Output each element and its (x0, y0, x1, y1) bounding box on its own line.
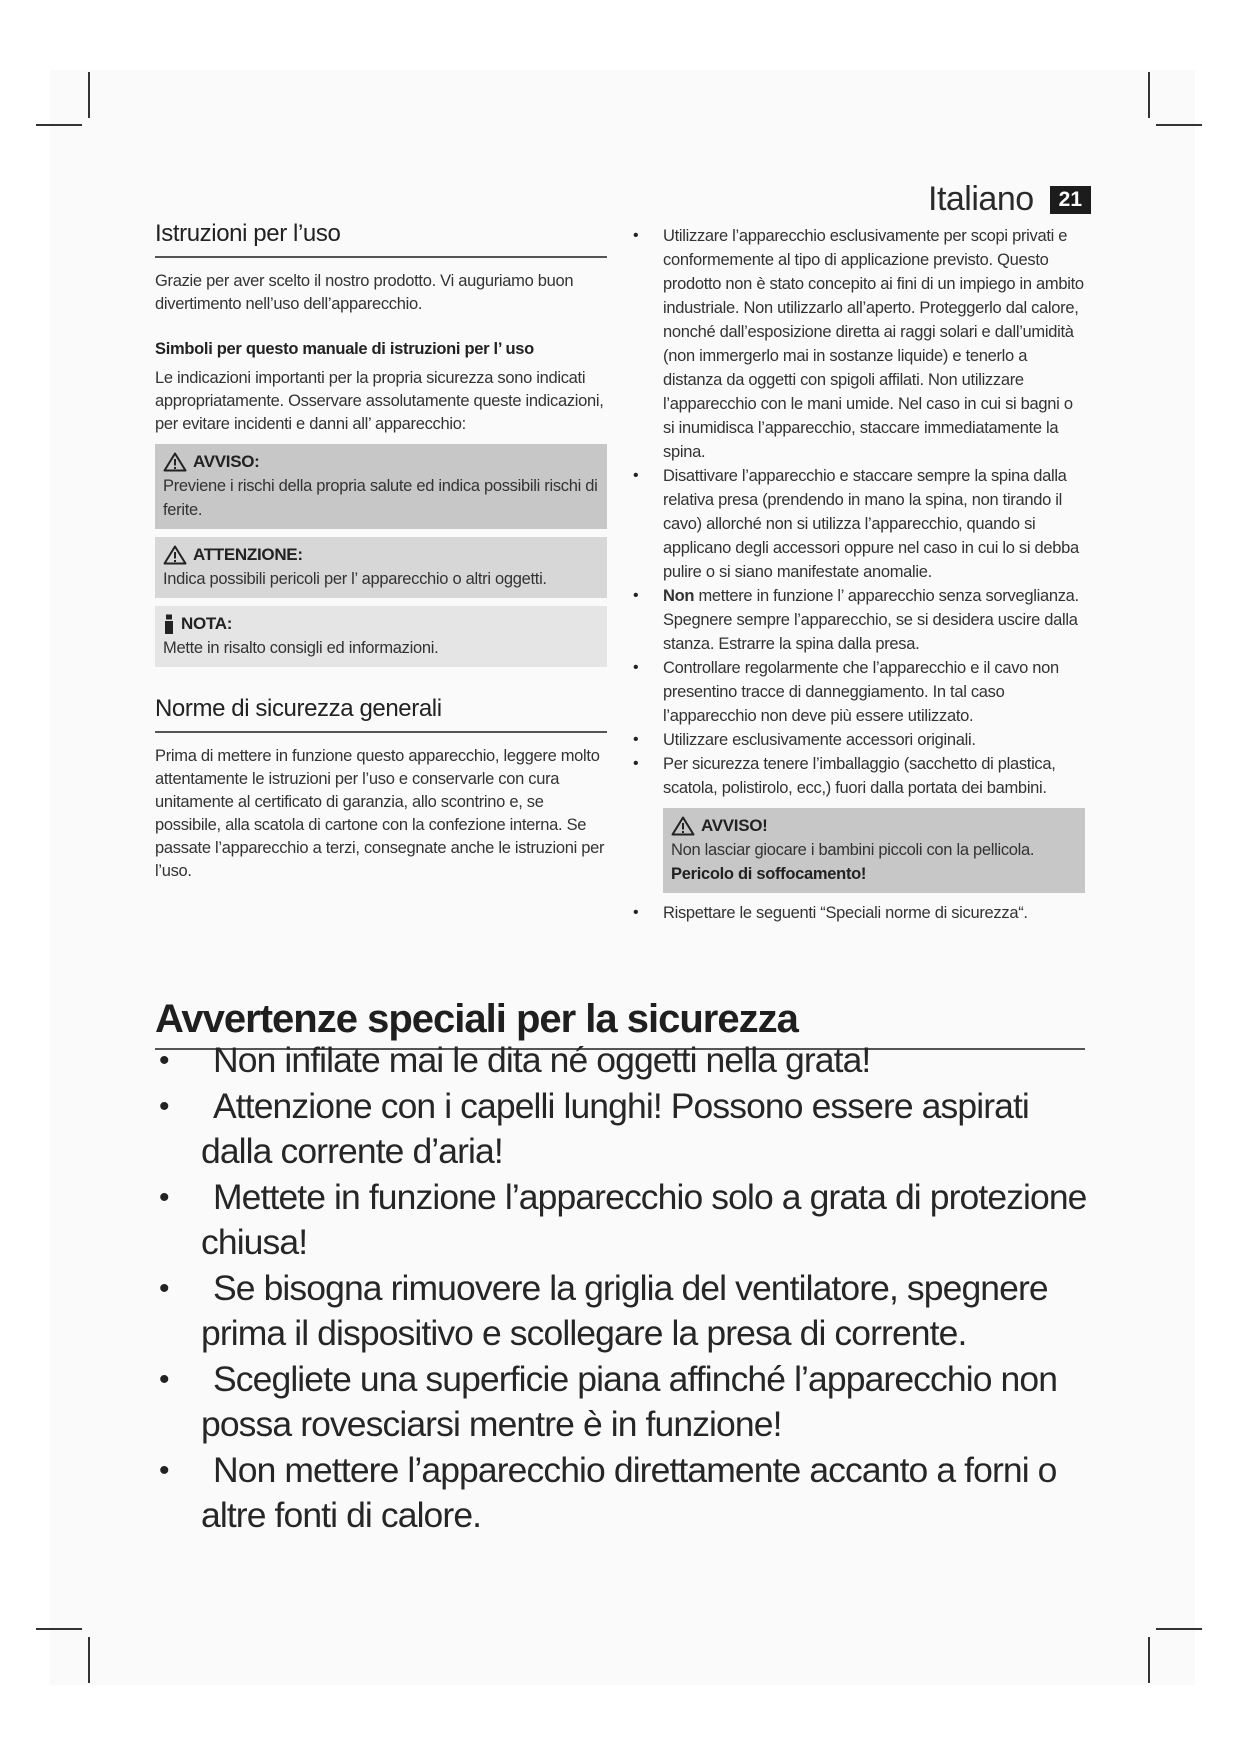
list-item-text: Non infilate mai le dita né oggetti nella grata! (213, 1040, 871, 1080)
avviso-box (155, 444, 607, 529)
special-warnings-list (155, 1038, 1095, 1539)
bullet-icon: • (159, 1089, 169, 1123)
list-item (155, 1038, 1095, 1084)
nota-box (155, 606, 607, 667)
bullet-icon: • (633, 467, 639, 484)
list-item (155, 1357, 1095, 1448)
bullet-icon: • (633, 731, 639, 748)
attenzione-text: Indica possibili pericoli per l’ apparecchio o altri oggetti. (163, 570, 547, 588)
bullet-icon: • (633, 587, 639, 604)
list-item-text: Mettete in funzione l’apparecchio solo a grata di protezione chiusa! (201, 1176, 1087, 1262)
list-item (630, 752, 1085, 800)
safety-bullet-list (630, 224, 1085, 800)
intro-text: Grazie per aver scelto il nostro prodotto. Vi auguriamo buon divertimento nell’uso dell’apparecchio. (155, 272, 574, 313)
symbols-title: Simboli per questo manuale di istruzioni per l’ uso (155, 340, 534, 358)
general-safety-text: Prima di mettere in funzione questo apparecchio, leggere molto attentamente le istruzioni per l’uso e conservarle con cura unitamente al certificato di garanzia, allo scontrino e, se possibile, alla scatola di cartone con la confezione interna. Se passate l’apparecchio a terzi, consegnate anche le istruzioni per l’uso. (155, 747, 605, 880)
list-item-text: Per sicurezza tenere l’imballaggio (sacchetto di plastica, scatola, polistirolo, ecc,) fuori dalla portata dei bambini. (663, 755, 1056, 797)
list-item (630, 901, 1085, 925)
info-icon (163, 614, 175, 635)
special-warnings-title: Avvertenze speciali per la sicurezza (155, 997, 1085, 1050)
attenzione-label: ATTENZIONE: (193, 545, 303, 564)
warning-triangle-icon (163, 545, 187, 565)
bullet-icon: • (159, 1362, 169, 1396)
list-item (630, 728, 1085, 752)
list-item-text: Se bisogna rimuovere la griglia del ventilatore, spegnere prima il dispositivo e scollegare la presa di corrente. (201, 1267, 1048, 1353)
symbols-text: Le indicazioni importanti per la propria sicurezza sono indicati appropriatamente. Osservare assolutamente queste indicazioni, per evitare incidenti e danni all’ apparecchio: (155, 369, 604, 433)
warning-triangle-icon (671, 816, 695, 836)
avviso-label: AVVISO! (701, 816, 768, 835)
list-item-text: mettere in funzione l’ apparecchio senza sorveglianza. Spegnere sempre l’apparecchio, se si desidera uscire dalla stanza. Estrarre la spina dalla presa. (663, 587, 1079, 653)
bullet-icon: • (633, 659, 639, 676)
crop-mark (88, 1637, 90, 1683)
avviso-box-right (663, 808, 1085, 893)
right-column (630, 224, 1085, 925)
list-item-text: Utilizzare l’apparecchio esclusivamente per scopi privati e conformemente al tipo di applicazione previsto. Questo prodotto non è stato concepito ai fini di un impiego in ambito industriale. Non utilizzarlo all’aperto. Proteggerlo dal calore, nonché dall’esposizione diretta ai raggi solari e dall’umidità (non immergerlo mai in sostanze liquide) e tenerlo a distanza da oggetti con spigoli affilati. Non utilizzare l’apparecchio con le mani umide. Nel caso in cui si bagni o si inumidisca l’apparecchio, staccare immediatamente la spina. (663, 227, 1084, 461)
list-item (155, 1175, 1095, 1266)
list-item (630, 656, 1085, 728)
bullet-icon: • (159, 1044, 169, 1077)
list-item (155, 1266, 1095, 1357)
left-column (155, 220, 607, 883)
list-item-text: Disattivare l’apparecchio e staccare sempre la spina dalla relativa presa (prendendo in mano la spina, non tirando il cavo) allorché non si utilizza l’apparecchio, quando si applicano degli accessori oppure nel caso in cui lo si debba pulire o si siano manifestate anomalie. (663, 467, 1079, 581)
crop-mark (88, 72, 90, 118)
avviso-heading (671, 814, 1077, 838)
crop-mark (1148, 72, 1150, 118)
avviso-heading (163, 450, 599, 474)
crop-mark (36, 124, 82, 126)
list-item-bold: Non (663, 587, 695, 605)
bullet-icon: • (159, 1271, 169, 1305)
list-item-text: Scegliete una superficie piana affinché l’apparecchio non possa rovesciarsi mentre è in funzione! (201, 1358, 1058, 1444)
section-title-istruzioni: Istruzioni per l’uso (155, 220, 607, 258)
section-title-norme: Norme di sicurezza generali (155, 695, 607, 733)
list-item-text: Attenzione con i capelli lunghi! Possono essere aspirati dalla corrente d’aria! (201, 1085, 1029, 1171)
attenzione-box (155, 537, 607, 598)
page-header (928, 180, 1091, 219)
language-label: Italiano (928, 180, 1034, 218)
list-item-text: Controllare regolarmente che l’apparecchio e il cavo non presentino tracce di danneggiamento. In tal caso l’apparecchio non deve più essere utilizzato. (663, 659, 1059, 725)
avviso-label: AVVISO: (193, 452, 260, 471)
list-item-text: Utilizzare esclusivamente accessori originali. (663, 731, 976, 749)
avviso-bold-text: Pericolo di soffocamento! (671, 865, 867, 883)
list-item (155, 1448, 1095, 1539)
crop-mark (1156, 1628, 1202, 1630)
bullet-icon: • (159, 1180, 169, 1214)
crop-mark (1148, 1637, 1150, 1683)
avviso-text: Non lasciar giocare i bambini piccoli con la pellicola. (671, 841, 1035, 859)
nota-text: Mette in risalto consigli ed informazioni. (163, 639, 439, 657)
page-number: 21 (1050, 186, 1091, 214)
nota-heading (163, 612, 599, 636)
warning-triangle-icon (163, 452, 187, 472)
nota-label: NOTA: (181, 614, 233, 633)
bullet-icon: • (633, 755, 639, 772)
list-item-text: Non mettere l’apparecchio direttamente accanto a forni o altre fonti di calore. (201, 1449, 1057, 1535)
crop-mark (1156, 124, 1202, 126)
crop-mark (36, 1628, 82, 1630)
list-item (630, 584, 1085, 656)
bullet-icon: • (633, 227, 639, 244)
list-item (630, 464, 1085, 584)
list-item-text: Rispettare le seguenti “Speciali norme di sicurezza“. (663, 904, 1028, 922)
avviso-text: Previene i rischi della propria salute ed indica possibili rischi di ferite. (163, 477, 598, 519)
attenzione-heading (163, 543, 599, 567)
safety-bullet-list-end (630, 901, 1085, 925)
list-item (155, 1084, 1095, 1175)
bullet-icon: • (159, 1453, 169, 1487)
bullet-icon: • (633, 904, 639, 921)
list-item (630, 224, 1085, 464)
